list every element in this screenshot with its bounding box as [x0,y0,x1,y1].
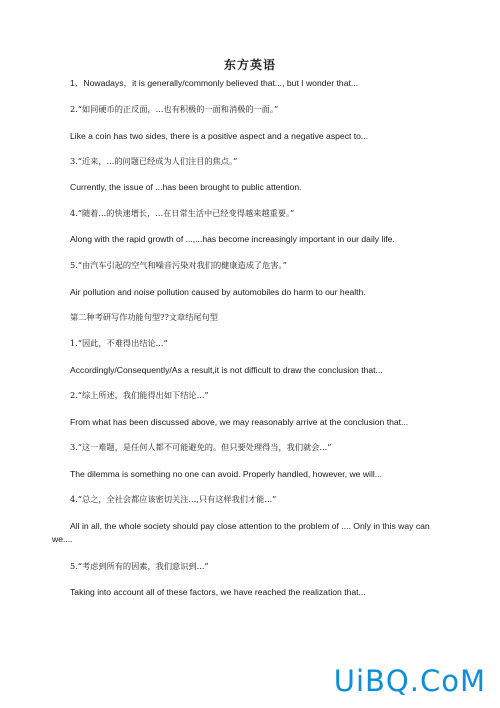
text-line: Air pollution and noise pollution caused by automobiles do harm to our health. [70,287,366,297]
text-line: 2.“综上所述，我们能得出如下结论...” [70,390,209,400]
text-line: Taking into account all of these factors, we have reached the realization that... [70,587,366,597]
text-line: 5.“考虑到所有的因素，我们意识到...” [70,561,209,571]
document-title: 东方英语 [223,58,276,72]
text-line: 4.“总之，全社会都应该密切关注...,只有这样我们才能...” [70,494,277,504]
text-line: 5.“由汽车引起的空气和噪音污染对我们的健康造成了危害。” [70,260,287,270]
text-line: Currently, the issue of ...has been brought to public attention. [70,182,302,192]
section-heading: 第二种考研写作功能句型??文章结尾句型 [70,312,218,322]
watermark-logo: UiBQ.CoM [333,664,486,698]
text-line: 1.“因此，不难得出结论...” [70,338,168,348]
text-line: we.... [52,534,73,544]
text-line: 4.“随着...的快速增长，...在日常生活中已经变得越来越重要。” [70,208,295,218]
text-line: The dilemma is something no one can avoid. Properly handled, however, we will... [70,469,382,479]
text-line: All in all, the whole society should pay close attention to the problem of .... Only in this way can [70,521,430,531]
text-line: Like a coin has two sides, there is a positive aspect and a negative aspect to... [70,131,369,141]
text-line: 2.“如同硬币的正反面，...也有积极的一面和消极的一面。” [70,104,279,114]
text-line: 3.“近来，...的问题已经成为人们注目的焦点。” [70,156,238,166]
text-line: Accordingly/Consequently/As a result,it is not difficult to draw the conclusion that... [70,365,383,375]
text-line: Along with the rapid growth of ...,...has become increasingly important in our daily life. [70,234,395,244]
text-line: From what has been discussed above, we may reasonably arrive at the conclusion that... [70,417,409,427]
text-line: 1、Nowadays，it is generally/commonly believed that..., but I wonder that... [70,78,359,88]
text-line: 3.“这一难题，是任何人都不可能避免的。但只要处理得当，我们就会...” [70,442,332,452]
